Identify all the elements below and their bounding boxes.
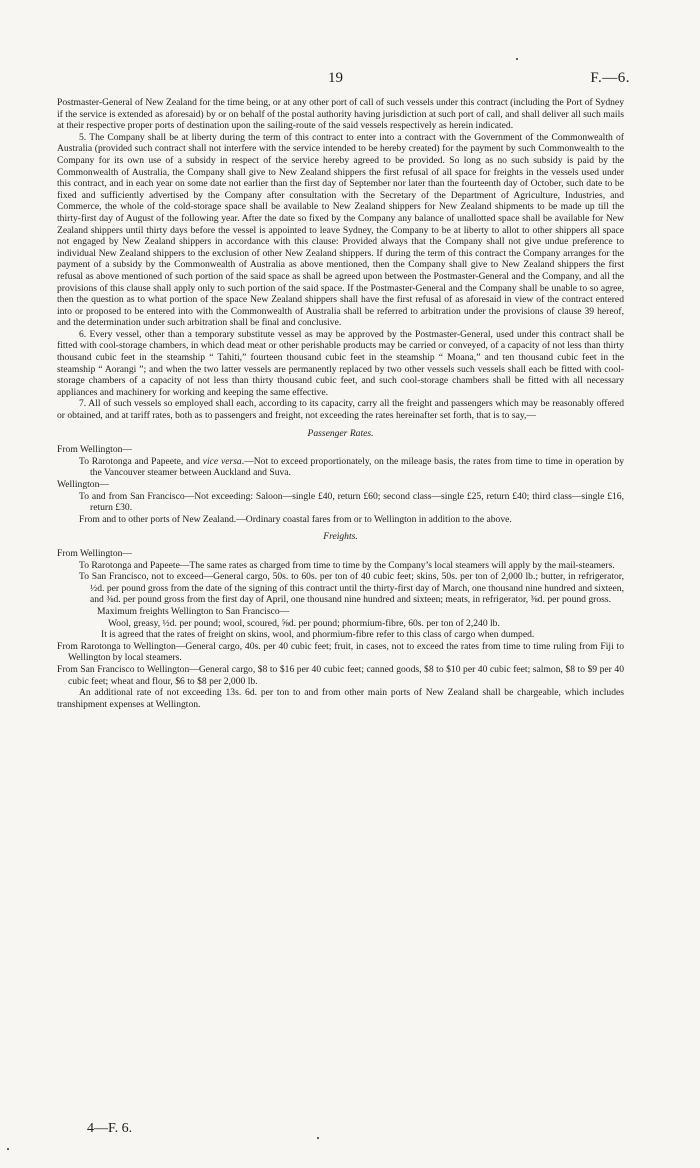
passenger-rarotonga-post: .—Not to exceed proportionately, on the mileage basis, the rates from time to time in operation by the Vancouver steamer between Auckland and Suva. <box>90 455 625 479</box>
freights-rarotonga: To Rarotonga and Papeete—The same rates as charged from time to time by the Company’s local steamers will apply by the mail-steamers. <box>79 559 615 571</box>
freights-additional: An additional rate of not exceeding 13s. 6d. per ton to and from other main ports of New Zealand shall be chargeable, which includes transhipment expenses at Wellington. <box>57 687 624 710</box>
print-speck <box>7 1148 9 1150</box>
passenger-rarotonga-pre: To Rarotonga and Papeete, and <box>79 455 203 467</box>
maximum-freights-heading: Maximum freights Wellington to San Francisco— <box>97 605 290 617</box>
print-speck <box>317 1137 319 1139</box>
freights-heading: Freights. <box>323 531 358 543</box>
document-body <box>57 97 624 710</box>
freights-agreed: It is agreed that the rates of freight on skins, wool, and phormium-fibre refer to this class of cargo when dumped. <box>101 629 535 641</box>
print-speck <box>516 58 518 60</box>
passenger-rates-heading: Passenger Rates. <box>307 427 374 439</box>
document-reference: F.—6. <box>590 70 630 86</box>
clause-5: 5. The Company shall be at liberty during the term of this contract to enter into a contract with the Government of the Commonwealth of Australia (provided such contract shall not interfere with the service intended to be hereby created) for the payment by such Commonwealth to the Company for its own use of a subsidy in respect of the service hereby agreed to be provided. So long as no such subsidy is paid by the Commonwealth of Australia, the Company shall give to New Zealand shippers the first refusal of all space for freights in the vessels used under this contract, and in each year on some date not earlier than the first day of September nor later than the fourteenth day of October, such date to be fixed and sufficiently advertised by the Company after consultation with the Secretary of the Department of Agriculture, Industries, and Commerce, the whole of the cold-storage space shall be available to New Zealand shippers for New Zealand shipments to be made up till the thirty-first day of August of the following year. After the date so fixed by the Company any balance of unallotted space shall be available for New Zealand shippers until thirty days before the vessel is appointed to leave Sydney, the Company to be at liberty to allot to other shippers all space not engaged by New Zealand shippers in accordance with this clause: Provided always that the Company shall not give undue preference to individual New Zealand shippers to the exclusion of other New Zealand shippers. If during the term of this contract the Company arranges for the payment of a subsidy by the Commonwealth of Australia as above mentioned, then the Company shall give to New Zealand shippers the first refusal as above mentioned of such portion of the said space as shall be agreed upon between the Postmaster-General and the Company, and all the provisions of this clause shall apply only to such portion of the said space. If the Postmaster-General and the Company shall be unable to so agree, then the question as to what portion of the space New Zealand shippers shall have the first refusal of as aforesaid in view of the contract entered into or proposed to be entered into with the Commonwealth of Australia shall be referred to arbitration under the provisions of clause 39 hereof, and the determination under such arbitration shall be final and conclusive. <box>57 131 624 329</box>
freights-from-rarotonga: From Rarotonga to Wellington—General cargo, 40s. per 40 cubic feet; fruit, in cases, not to exceed the rates from time to time ruling from Fiji to Wellington by local steamers. <box>57 640 624 664</box>
freights-from-san-francisco: From San Francisco to Wellington—General cargo, $8 to $16 per 40 cubic feet; canned goods, $8 to $10 per 40 cubic feet; salmon, $8 to $9 per 40 cubic feet; wheat and flour, $6 to $8 per 2,000 lb. <box>57 663 624 687</box>
passenger-from-wellington: From Wellington— <box>57 444 133 456</box>
freights-san-francisco: To San Francisco, not to exceed—General cargo, 50s. to 60s. per ton of 40 cubic feet; skins, 50s. per ton of 2,000 lb.; butter, in refrigerator, ½d. per pound gross from the date of the signing of this contract until the thirty-first day of March, one thousand nine hundred and sixteen, and ⅜d. per pound gross from the first day of April, one thousand nine hundred and sixteen; meats, in refrigerator, ⅜d. per pound gross. <box>79 571 624 606</box>
passenger-san-francisco: To and from San Francisco—Not exceeding: Saloon—single £40, return £60; second class—single £25, return £40; third class—single £16, return £30. <box>79 490 624 514</box>
freights-from-wellington: From Wellington— <box>57 547 133 559</box>
passenger-other-ports: From and to other ports of New Zealand.—Ordinary coastal fares from or to Wellington in addition to the above. <box>79 513 512 525</box>
paragraph-continued: Postmaster-General of New Zealand for the time being, or at any other port of call of such vessels under this contract (including the Port of Sydney if the service is extended as aforesaid) by or on behalf of the postal authority having jurisdiction at such port of call, and shall deliver all such mails at their respective proper ports of destination upon the sailing-route of the said vessels respectively as herein indicated. <box>57 97 624 132</box>
clause-7: 7. All of such vessels so employed shall each, according to its capacity, carry all the freight and passengers which may be reasonably offered or obtained, and at tariff rates, both as to passengers and freight, not exceeding the rates hereinafter set forth, that is to say,— <box>57 398 624 422</box>
passenger-wellington: Wellington— <box>57 479 109 490</box>
freights-wool: Wool, greasy, ½d. per pound; wool, scoured, ⅝d. per pound; phormium-fibre, 60s. per ton of 2,240 lb. <box>108 617 500 629</box>
vice-versa-text: vice versa <box>202 455 242 467</box>
signature-mark: 4—F. 6. <box>87 1121 133 1136</box>
page-number: 19 <box>328 70 343 86</box>
page-header <box>0 70 700 90</box>
clause-6: 6. Every vessel, other than a temporary substitute vessel as may be approved by the Postmaster-General, used under this contract shall be fitted with cool-storage chambers, in which dead meat or other perishable products may be carried or conveyed, of a capacity of not less than thirty thousand cubic feet in the steamship “ Tahiti,” fourteen thousand cubic feet in the steamship “ Moana,” and ten thousand cubic feet in the steamship “ Aorangi ”; and when the two latter vessels are permanently replaced by two other vessels such vessels shall each be fitted with cool-storage chambers of a capacity of not less than thirty thousand cubic feet, and such cool-storage chambers shall be fitted with all necessary appliances and machinery for working and keeping the same effective. <box>57 328 624 398</box>
passenger-rarotonga <box>57 456 624 479</box>
